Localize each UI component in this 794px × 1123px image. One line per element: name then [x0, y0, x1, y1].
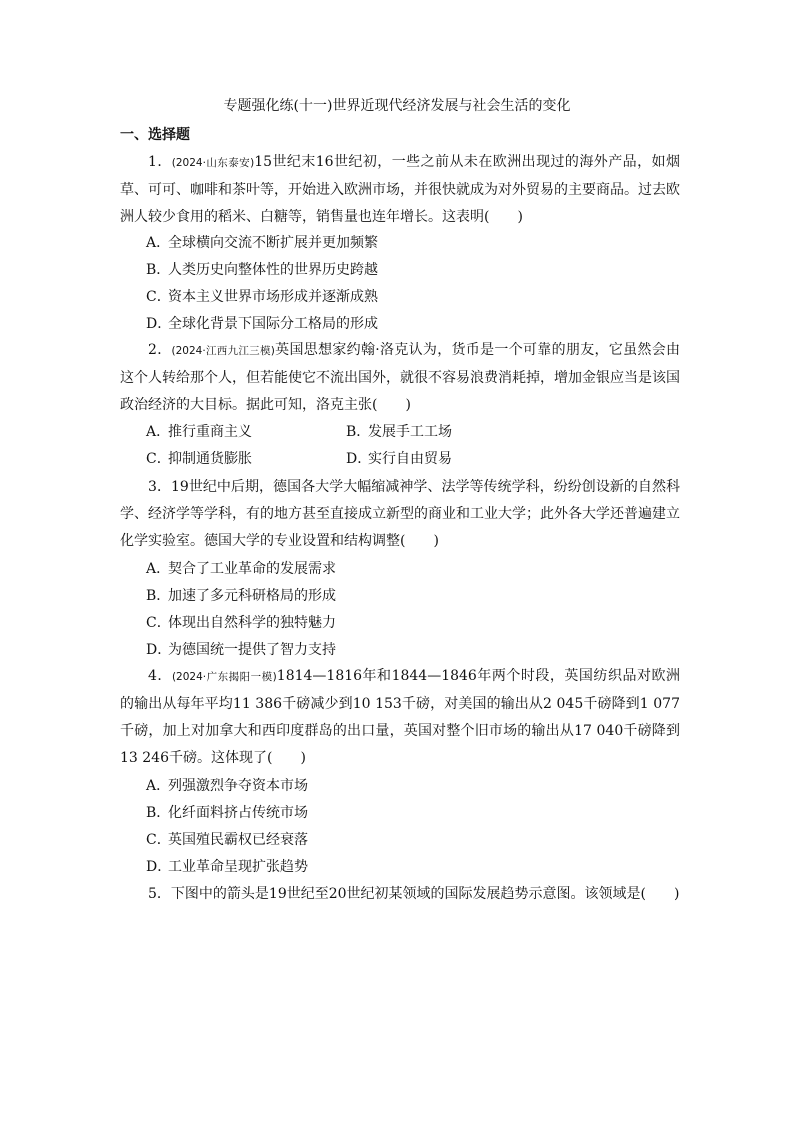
question-1 — [120, 149, 680, 231]
question-stem: 15世纪末16世纪初，一些之前从未在欧洲出现过的海外产品，如烟草、可可、咖啡和茶叶等，开始进入欧洲市场，并很快就成为对外贸易的主要商品。过去欧洲人较少食用的稻米、白糖等，销售量也连年增长。这表明( ) — [120, 154, 680, 225]
option-c: C．英国殖民霸权已经衰落 — [146, 832, 308, 848]
question-number: 3． — [148, 479, 171, 495]
option-d: D．工业革命呈现扩张趋势 — [146, 859, 308, 875]
option-a: A．推行重商主义 — [146, 424, 252, 440]
question-number: 1． — [148, 154, 172, 170]
question-2 — [120, 337, 680, 419]
question-stem: 英国思想家约翰·洛克认为，货币是一个可靠的朋友，它虽然会由这个人转给那个人，但若能使它不流出国外，就很不容易浪费消耗掉，增加金银应当是该国政治经济的大目标。据此可知，洛克主张( ) — [120, 342, 680, 413]
option-b: B．人类历史向整体性的世界历史跨越 — [146, 262, 378, 278]
question-number: 2． — [148, 342, 172, 358]
question-source: (2024·广东揭阳一模) — [171, 671, 277, 683]
option-a: A．列强激烈争夺资本市场 — [146, 778, 308, 794]
question-number: 5． — [148, 886, 171, 902]
question-3 — [120, 474, 680, 555]
option-d: D．全球化背景下国际分工格局的形成 — [146, 316, 378, 332]
option-b: B．化纤面料挤占传统市场 — [146, 805, 308, 821]
option-a: A．全球横向交流不断扩展并更加频繁 — [146, 235, 378, 251]
option-d: D．实行自由贸易 — [346, 451, 452, 467]
option-a: A．契合了工业革命的发展需求 — [146, 561, 336, 577]
question-4 — [120, 663, 680, 772]
option-c: C．体现出自然科学的独特魅力 — [146, 615, 336, 631]
option-b: B．加速了多元科研格局的形成 — [146, 588, 336, 604]
question-stem: 1814—1816年和1844—1846年两个时段，英国纺织品对欧洲的输出从每年平均11 386千磅减少到10 153千磅，对美国的输出从2 045千磅降到1 077千磅，加上对加拿大和西印度群岛的出口量，英国对整个旧市场的输出从17 040千磅降到13 246千磅。这体现了( ) — [120, 668, 680, 766]
question-number: 4． — [148, 668, 172, 684]
question-stem: 下图中的箭头是19世纪至20世纪初某领域的国际发展趋势示意图。该领域是( ) — [170, 886, 680, 902]
question-source: (2024·江西九江三模) — [171, 345, 275, 357]
section-heading: 一、选择题 — [120, 127, 190, 143]
option-c: C．资本主义世界市场形成并逐渐成熟 — [146, 289, 378, 305]
option-d: D．为德国统一提供了智力支持 — [146, 642, 336, 658]
question-5 — [120, 881, 680, 908]
option-c: C．抑制通货膨胀 — [146, 451, 252, 467]
question-stem: 19世纪中后期，德国各大学大幅缩减神学、法学等传统学科，纷纷创设新的自然科学、经济学等学科，有的地方甚至直接成立新型的商业和工业大学；此外各大学还普遍建立化学实验室。德国大学的专业设置和结构调整( ) — [120, 479, 680, 549]
option-b: B．发展手工工场 — [346, 424, 452, 440]
question-source: (2024·山东泰安) — [171, 157, 255, 169]
page-title: 专题强化练(十一)世界近现代经济发展与社会生活的变化 — [223, 98, 571, 114]
